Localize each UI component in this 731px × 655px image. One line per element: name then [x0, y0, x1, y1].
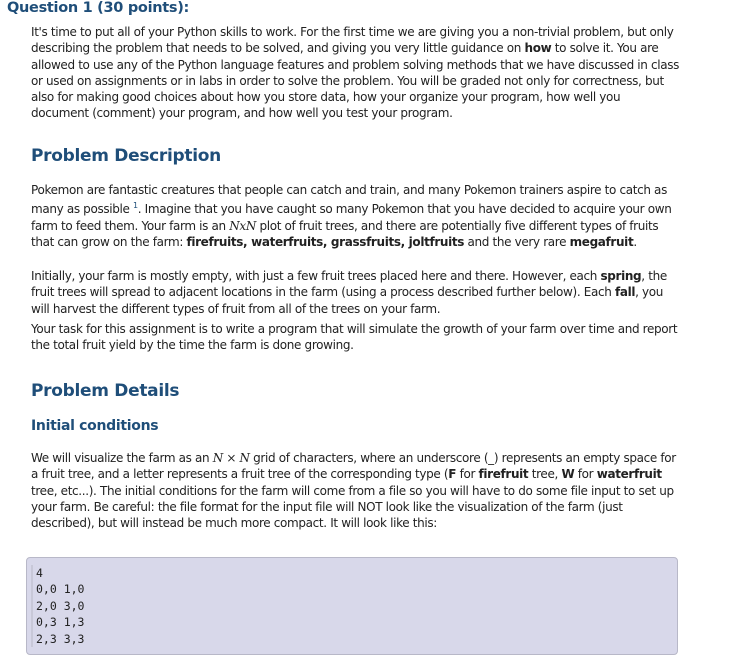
code-line: 4 [36, 566, 43, 580]
intro-paragraph: It's time to put all of your Python skills to work. For the first time we are giving you a non-trivial problem, but only describing the problem that needs to be solved, and giving you very little guidance on how to solve it. You are allowed to use any of the Python language features and problem solving methods that we have discussed in class or used on assignments or in labs in order to solve the problem. You will be graded not only for correctness, but also for making good choices about how you store data, how your organize your program, how well you document (comment) your program, and how well you test your program. [31, 25, 680, 121]
problem-details-heading: Problem Details [31, 381, 180, 401]
question-title: Question 1 (30 points): [7, 0, 190, 16]
code-line: 0,3 1,3 [36, 615, 85, 630]
description-paragraph-2: Initially, your farm is mostly empty, with just a few fruit trees placed here and there. However, each spring, the fruit trees will spread to adjacent locations in the farm (using a process described further below). Each fall, you will harvest the different types of fruit from all of the trees on your farm. [31, 269, 667, 316]
footnote-ref[interactable]: 1 [132, 201, 138, 211]
code-line: 2,0 3,0 [36, 598, 85, 613]
code-line: 0,0 1,0 [36, 582, 85, 597]
details-paragraph: We will visualize the farm as an N × N grid of characters, where an underscore (_) represents an empty space for a fruit tree, and a letter represents a fruit tree of the corresponding type (F for firefruit tree, W for waterfruit tree, etc...). The initial conditions for the farm will come from a file so you will have to do some file input to set up your farm. Be careful: the file format for the input file will NOT look like the visualization of the farm (just described), but will instead be much more compact. It will look like this: [31, 451, 676, 531]
code-lines [31, 565, 84, 647]
problem-description-heading: Problem Description [31, 146, 221, 166]
code-block[interactable] [26, 557, 678, 655]
code-line: 2,3 3,3 [36, 631, 85, 646]
description-paragraph-1: Pokemon are fantastic creatures that people can catch and train, and many Pokemon trainers aspire to catch as many as possible $^1$. Imagine that you have caught so many Pokemon that you have decided to acquire your own farm to feed them. Your farm is an NxN plot of fruit trees, and there are potentially five different types of fruits that can grow on the farm: firefruits, waterfruits, grassfruits, joltfruits and the very rare megafruit. [31, 183, 672, 249]
description-paragraph-3: Your task for this assignment is to write a program that will simulate the growth of your farm over time and report the total fruit yield by the time the farm is done growing. [31, 322, 678, 353]
initial-conditions-heading: Initial conditions [31, 418, 159, 434]
